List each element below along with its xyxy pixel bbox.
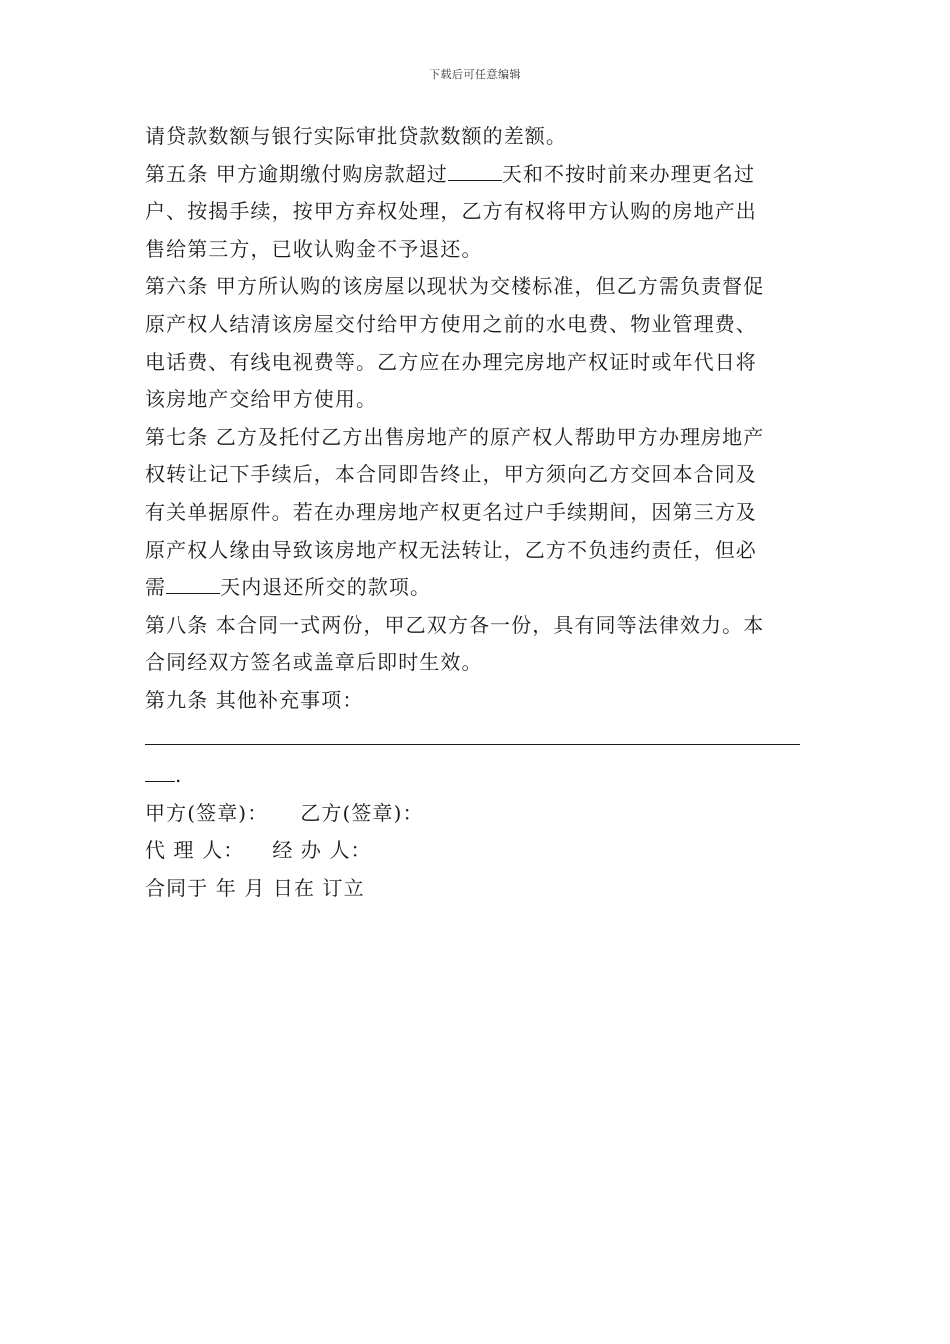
agent-label: 代 理 人： — [145, 838, 245, 863]
party-b-signature-label: 乙方(签章)： — [300, 800, 424, 825]
article-6-line-4 — [145, 381, 810, 419]
article-6-line-2 — [145, 306, 810, 344]
supplement-blank-line — [145, 720, 810, 758]
article-7-text: 权转让记下手续后，本合同即告终止，甲方须向乙方交回本合同及 — [145, 462, 757, 487]
article-5-text: 户、按揭手续，按甲方弃权处理，乙方有权将甲方认购的房地产出 — [145, 199, 757, 224]
handler-label: 经 办 人： — [272, 838, 372, 863]
party-a-signature-label: 甲方(签章)： — [145, 800, 269, 825]
article-8-text: 第八条 本合同一式两份，甲乙双方各一份，具有同等法律效力。本 — [145, 612, 765, 637]
days-blank — [448, 157, 502, 181]
article-9-text: 第九条 其他补充事项： — [145, 687, 364, 712]
article-7-text: 有关单据原件。若在办理房地产权更名过户手续期间，因第三方及 — [145, 499, 757, 524]
article-7-text: 原产权人缘由导致该房地产权无法转让，乙方不负违约责任，但必 — [145, 537, 757, 562]
article-7-line-1 — [145, 419, 810, 457]
article-5-line-2 — [145, 193, 810, 231]
article-6-text: 第六条 甲方所认购的该房屋以现状为交楼标准，但乙方需负责督促 — [145, 274, 765, 299]
article-8-line-1 — [145, 607, 810, 645]
supplement-blank — [145, 721, 800, 745]
article-6-line-3 — [145, 344, 810, 382]
supplement-blank-tail — [145, 758, 175, 782]
article-8-text: 合同经双方签名或盖章后即时生效。 — [145, 650, 483, 675]
article-8-line-2 — [145, 644, 810, 682]
article-5-text: 第五条 甲方逾期缴付购房款超过 — [145, 161, 448, 186]
period-mark: . — [175, 763, 183, 788]
article-7-text: 需 — [145, 575, 167, 600]
contract-date-line: 合同于 年 月 日在 订立 — [145, 875, 365, 900]
article-6-text: 该房地产交给甲方使用。 — [145, 387, 378, 412]
article-9-line-1 — [145, 682, 810, 720]
article-6-text: 电话费、有线电视费等。乙方应在办理完房地产权证时或年代日将 — [145, 349, 757, 374]
clause-continuation — [145, 118, 810, 156]
article-7-line-3 — [145, 494, 810, 532]
article-5-line-1 — [145, 156, 810, 194]
article-5-line-3 — [145, 231, 810, 269]
article-5-text: 售给第三方，已收认购金不予退还。 — [145, 236, 483, 261]
article-7-text: 天内退还所交的款项。 — [220, 575, 432, 600]
article-6-text: 原产权人结清该房屋交付给甲方使用之前的水电费、物业管理费、 — [145, 311, 757, 336]
signature-date — [145, 870, 810, 908]
article-7-line-5 — [145, 569, 810, 607]
signature-parties — [145, 795, 810, 833]
days-blank — [166, 570, 220, 594]
signature-agents — [145, 832, 810, 870]
article-5-text: 天和不按时前来办理更名过 — [501, 161, 756, 186]
article-6-line-1 — [145, 268, 810, 306]
contract-body — [145, 118, 810, 907]
article-7-line-4 — [145, 532, 810, 570]
article-7-line-2 — [145, 456, 810, 494]
page-header-note: 下载后可任意编辑 — [429, 68, 521, 81]
article-7-text: 第七条 乙方及托付乙方出售房地产的原产权人帮助甲方办理房地产 — [145, 424, 765, 449]
clause-text: 请贷款数额与银行实际审批贷款数额的差额。 — [145, 124, 567, 148]
supplement-blank-end — [145, 757, 810, 795]
